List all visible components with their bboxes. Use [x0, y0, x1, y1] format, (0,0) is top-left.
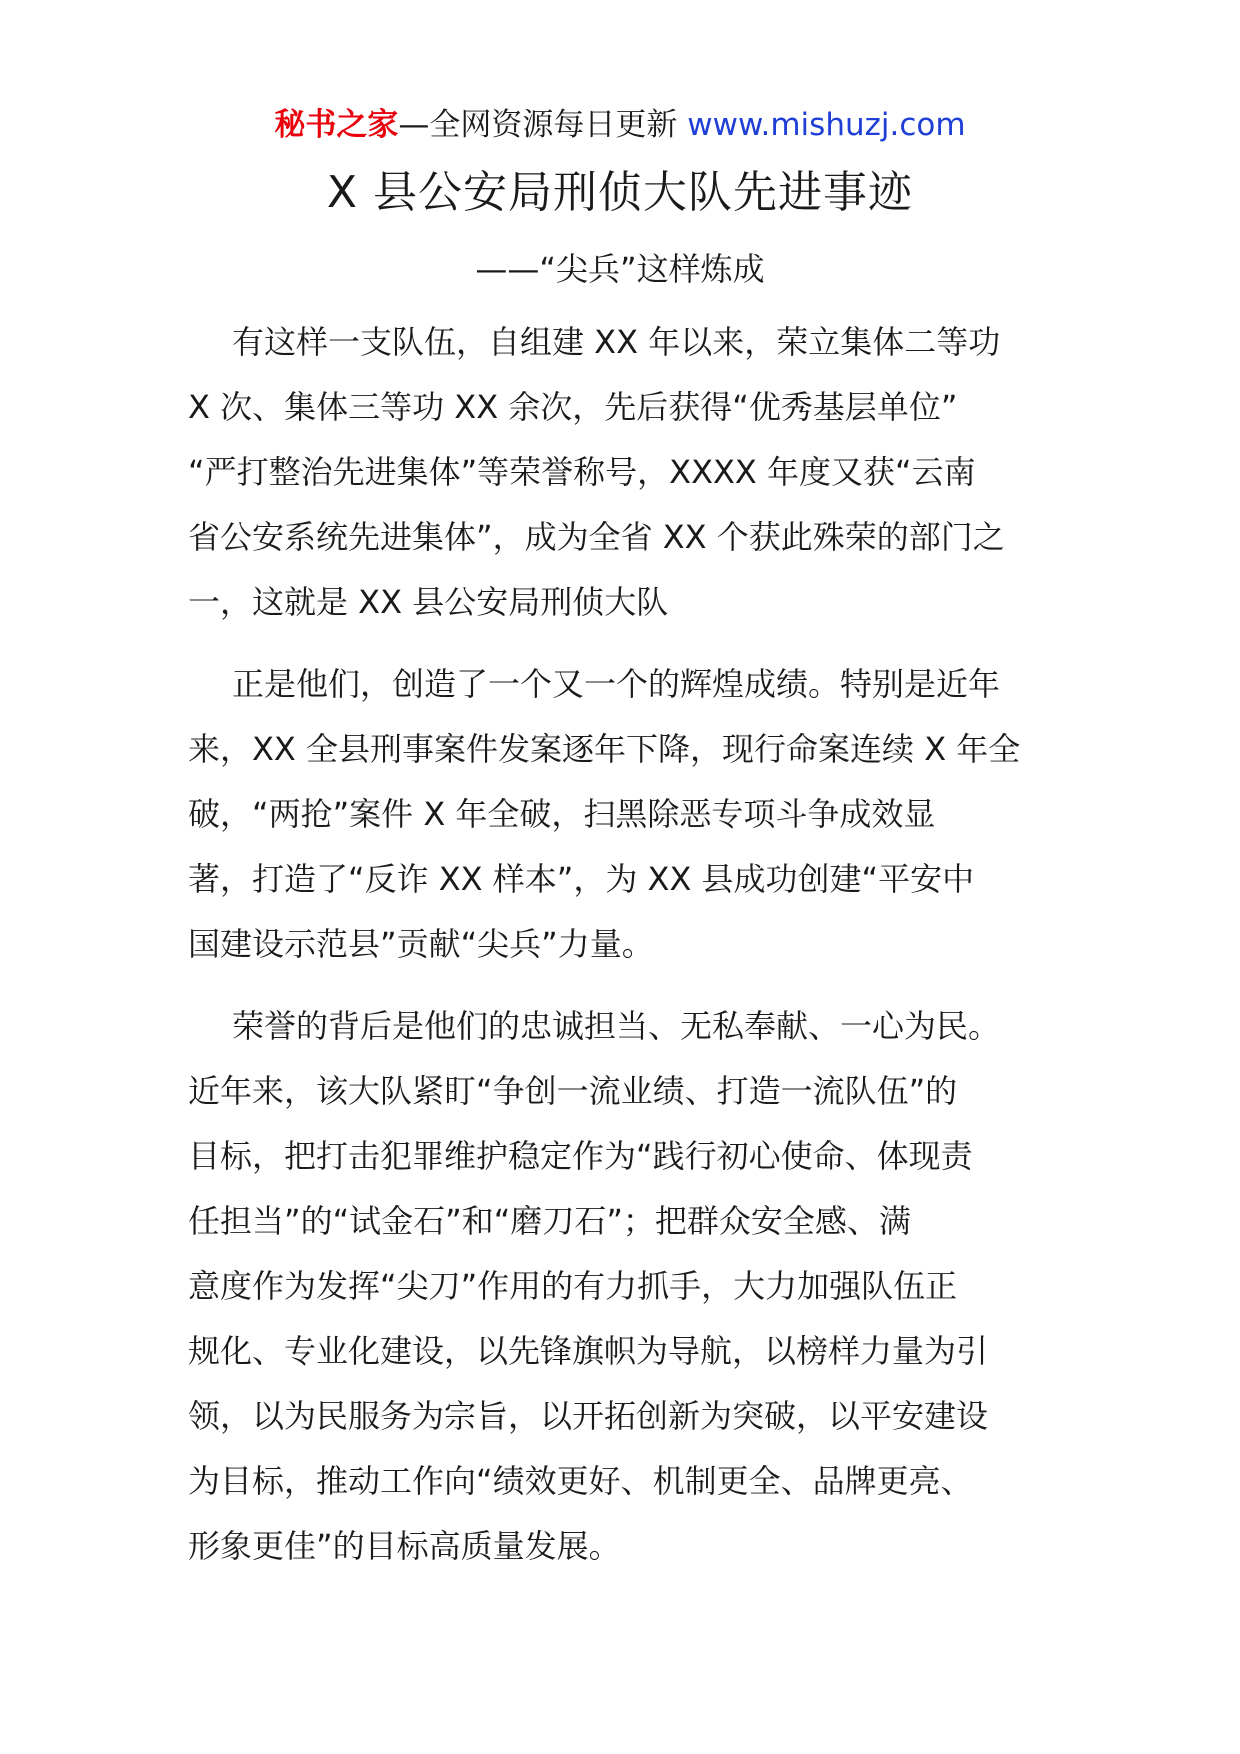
document-title: X 县公安局刑侦大队先进事迹: [326, 167, 914, 218]
paragraph-line: 目标，把打击犯罪维护稳定作为“践行初心使命、体现责: [188, 1137, 973, 1175]
paragraph-1: [188, 310, 1058, 635]
paragraph-line: 来，XX 全县刑事案件发案逐年下降，现行命案连续 X 年全: [188, 730, 1021, 768]
banner-slogan: —全网资源每日更新: [398, 107, 688, 143]
paragraph-line: 破，“两抢”案件 X 年全破，扫黑除恶专项斗争成效显: [188, 795, 936, 833]
paragraph-line: 国建设示范县”贡献“尖兵”力量。: [188, 925, 654, 963]
banner-url-link[interactable]: www.mishuzj.com: [687, 107, 966, 143]
paragraph-line: 近年来，该大队紧盯“争创一流业绩、打造一流队伍”的: [188, 1072, 958, 1110]
paragraph-line: 省公安系统先进集体”，成为全省 XX 个获此殊荣的部门之: [188, 518, 1005, 556]
paragraph-line: 规化、专业化建设，以先锋旗帜为导航，以榜样力量为引: [188, 1332, 989, 1370]
paragraph-line: X 次、集体三等功 XX 余次，先后获得“优秀基层单位”: [188, 388, 958, 426]
paragraph-line: 形象更佳”的目标高质量发展。: [188, 1527, 621, 1565]
banner-brand: 秘书之家: [274, 107, 399, 143]
paragraph-line: 为目标，推动工作向“绩效更好、机制更全、品牌更亮、: [188, 1462, 973, 1500]
paragraph-3: [188, 994, 1058, 1579]
paragraph-line: “严打整治先进集体”等荣誉称号，XXXX 年度又获“云南: [188, 453, 976, 491]
document-subtitle: ——“尖兵”这样炼成: [475, 250, 765, 288]
paragraph-line: 荣誉的背后是他们的忠诚担当、无私奉献、一心为民。: [232, 1007, 1001, 1045]
paragraph-line: 意度作为发挥“尖刀”作用的有力抓手，大力加强队伍正: [188, 1267, 958, 1305]
paragraph-2: [188, 652, 1058, 977]
document-body: [188, 310, 1058, 1596]
paragraph-line: 正是他们，创造了一个又一个的辉煌成绩。特别是近年: [232, 665, 1001, 703]
paragraph-line: 有这样一支队伍，自组建 XX 年以来，荣立集体二等功: [232, 323, 1001, 361]
paragraph-line: 任担当”的“试金石”和“磨刀石”；把群众安全感、满: [188, 1202, 911, 1240]
site-banner: [0, 103, 1240, 147]
paragraph-line: 一，这就是 XX 县公安局刑侦大队: [188, 583, 669, 621]
paragraph-line: 著，打造了“反诈 XX 样本”，为 XX 县成功创建“平安中: [188, 860, 975, 898]
paragraph-line: 领，以为民服务为宗旨，以开拓创新为突破，以平安建设: [188, 1397, 989, 1435]
